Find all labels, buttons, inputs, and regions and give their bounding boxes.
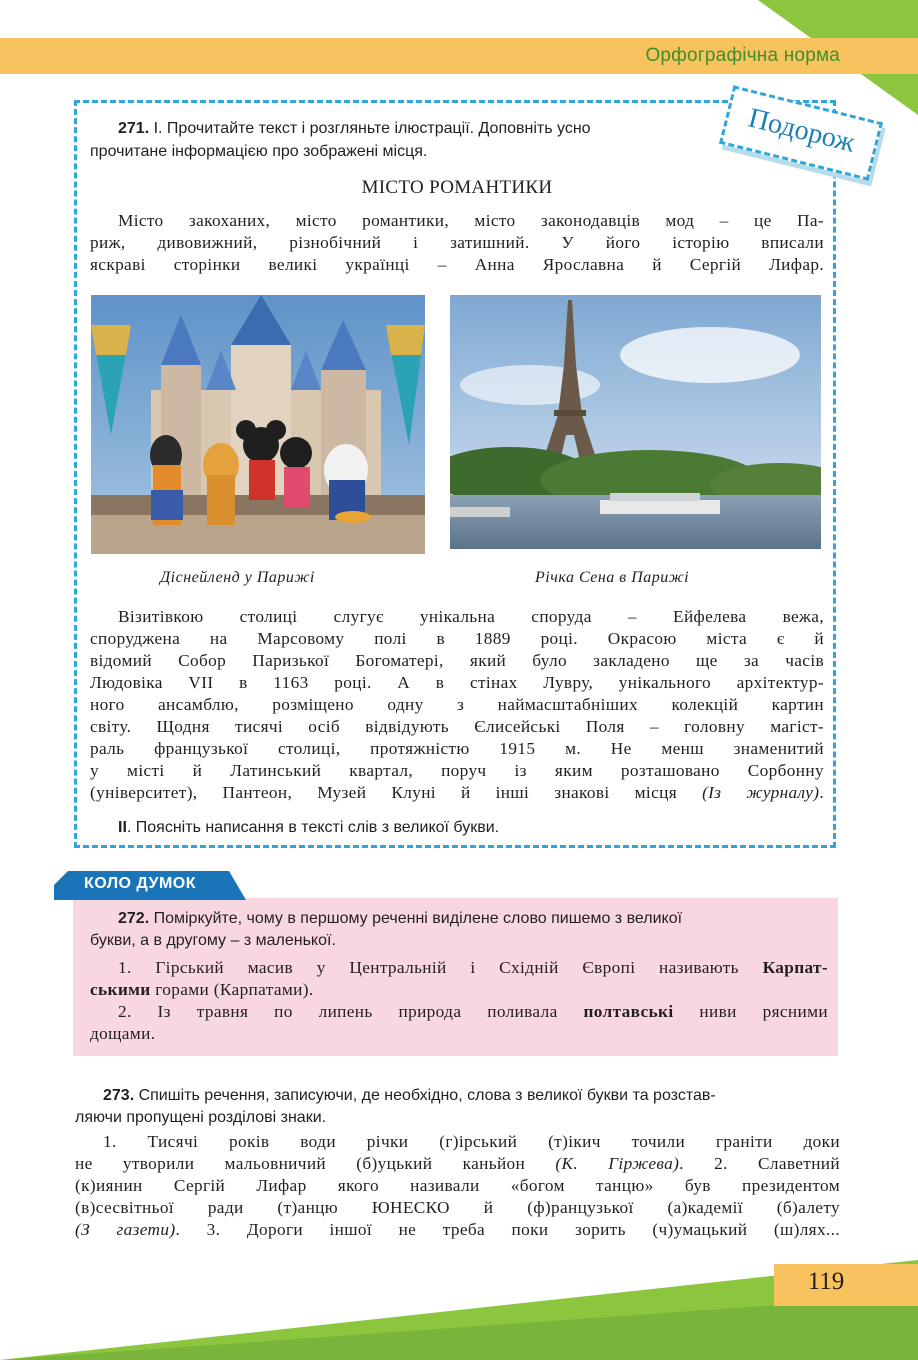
travel-badge-label: Подорож — [745, 102, 858, 159]
text-title: МІСТО РОМАНТИКИ — [361, 177, 553, 198]
task-number: 271. — [118, 120, 150, 137]
task-273-sentences — [75, 1131, 840, 1241]
period: . — [819, 783, 824, 802]
instruction-line: прочитане інформацією про зображені місця. — [90, 143, 428, 160]
section-title: Орфографічна норма — [645, 45, 840, 66]
task-273-instruction — [103, 1084, 833, 1107]
text-line: у місті й Латинський квартал, поруч із яким розташовано Сорбонну — [90, 761, 824, 780]
part2-text: . Поясніть написання в тексті слів з великої букви. — [126, 819, 500, 836]
instruction-line: ляючи пропущені розділові знаки. — [75, 1109, 327, 1126]
task-number: 273. — [103, 1087, 135, 1104]
seine-caption: Річка Сена в Парижі — [535, 569, 690, 586]
text-line: відомий Собор Паризької Богоматері, який було закладено ще за часів — [90, 651, 824, 670]
task-272-sentences — [90, 957, 828, 1045]
instruction-text: Поміркуйте, чому в першому реченні виділене слово пишемо з великої — [149, 910, 683, 927]
text-line: раль французької столиці, протяжністю 1915 м. Не менш знаменитий — [90, 739, 824, 758]
seine-photo — [450, 295, 821, 549]
text-line: ного ансамблю, розміщено одну з наймасштабніших колекцій картин — [90, 695, 824, 714]
sentence-text: горами (Карпатами). — [150, 980, 314, 999]
text-line: Людовіка VII в 1163 році. А в стінах Лувру, унікального архітектур- — [90, 673, 824, 692]
text-line: світу. Щодня тисячі осіб відвідують Єлисейські Поля – головну магіст- — [90, 717, 824, 736]
page-number: 119 — [807, 1268, 845, 1295]
text-line: споруджена на Марсовому полі в 1889 році. Окрасою міста є й — [90, 629, 824, 648]
part-number: II — [118, 819, 127, 836]
text-line: яскраві сторінки великі українці – Анна Ярославна й Сергій Лифар. — [90, 255, 824, 274]
instruction-line: букви, а в другому – з маленької. — [90, 932, 336, 949]
sentence-text: (в)сесвітньої ради (т)анцю ЮНЕСКО й (ф)ранцузької (а)кадемії (б)алету — [75, 1198, 840, 1217]
sentence-text: . 2. Славетний — [679, 1154, 840, 1173]
main-paragraph — [90, 606, 824, 804]
sentence-text: ниви рясними — [673, 1002, 828, 1021]
sentence-text: дощами. — [90, 1024, 156, 1043]
discussion-label: КОЛО ДУМОК — [84, 875, 197, 892]
sentence-text: не утворили мальовничий (б)уцький каньйон — [75, 1154, 556, 1173]
task-271-part2 — [118, 816, 738, 839]
disneyland-caption: Діснейленд у Парижі — [160, 569, 315, 586]
highlighted-word: Карпат- — [762, 958, 828, 977]
disneyland-photo — [91, 295, 425, 554]
instruction-text: Спишіть речення, записуючи, де необхідно, слова з великої букви та розстав- — [134, 1087, 716, 1104]
intro-paragraph — [90, 210, 824, 276]
source-reference: (Із журналу) — [702, 783, 820, 802]
sentence-text: . 3. Дороги іншої не треба поки зорить (ч)умацький (ш)лях... — [175, 1220, 840, 1239]
sentence-text: 2. Із травня по липень природа поливала — [118, 1002, 584, 1021]
text-line: риж, дивовижний, різнобічний і затишний. У його історію вписали — [90, 233, 824, 252]
source-reference: (З газети) — [75, 1220, 176, 1239]
sentence-text: 1. Гірський масив у Центральній і Східній Європі називають — [118, 958, 763, 977]
source-reference: (К. Гіржева) — [555, 1154, 680, 1173]
sentence-text: (к)иянин Сергій Лифар якого називали «богом танцю» був президентом — [75, 1176, 840, 1195]
text-line: Місто закоханих, місто романтики, місто законодавців мод – це Па- — [118, 211, 824, 230]
text-line: Візитівкою столиці слугує унікальна споруда – Ейфелева вежа, — [118, 607, 824, 626]
highlighted-word: полтавські — [583, 1002, 674, 1021]
task-number: 272. — [118, 910, 150, 927]
task-272-instruction — [118, 907, 828, 930]
text-line: (університет), Пантеон, Музей Клуні й інші знакові місця — [90, 783, 677, 802]
task-271-instruction — [118, 117, 738, 140]
sentence-text: 1. Тисячі років води річки (г)ірський (т)ікич точили граніти доки — [103, 1132, 840, 1151]
highlighted-word: ськими — [90, 980, 151, 999]
instruction-text: І. Прочитайте текст і розгляньте ілюстрації. Доповніть усно — [149, 120, 591, 137]
